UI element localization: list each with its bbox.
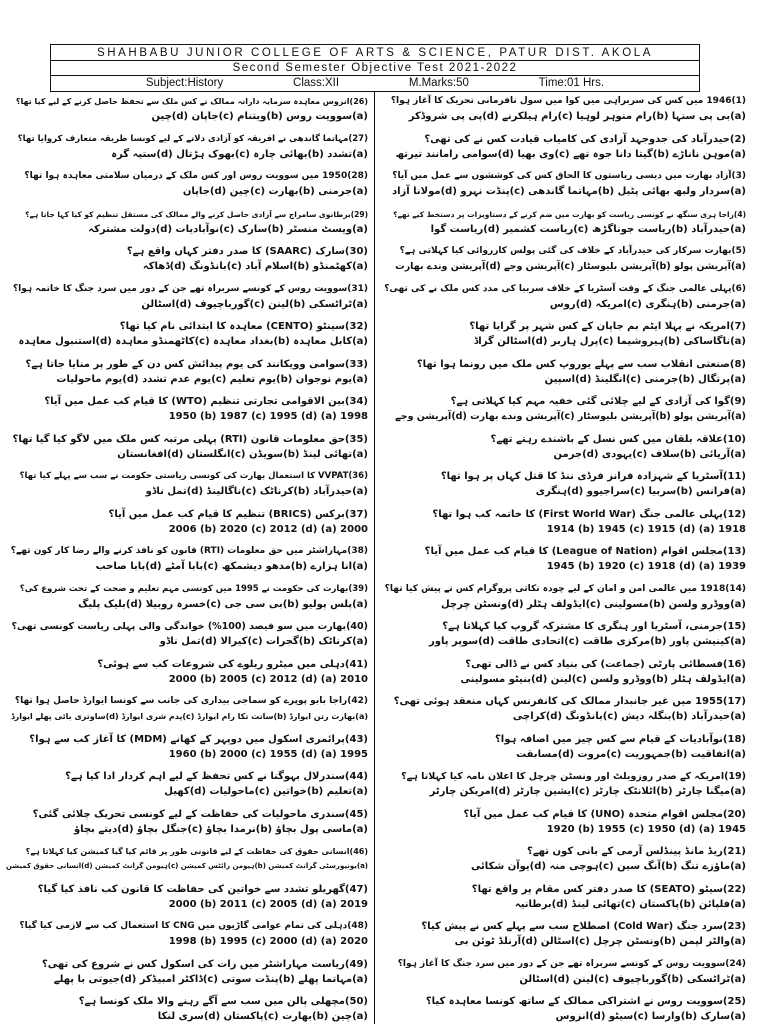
question-options: (a)حیدرآباد (b)بنگلہ دیش (c)بانڈونگ (d)کراچی	[512, 711, 746, 722]
question-options: (a)سردار ولبھ بھائی پٹیل (b)مہاتما گاندھی (c)پنڈت نہرو (d)مولانا آزاد	[391, 186, 746, 197]
question-text: (35)حق معلومات قانون (RTI) پہلی مرتبہ کس ملک میں لاگو کیا گیا تھا؟	[12, 433, 368, 445]
question-item	[384, 919, 746, 949]
questions-column-right	[384, 94, 746, 1024]
question-options: (a)ووڈرو ولسن (b)مسولینی (c)ایڈولف ہٹلر (d)ونسٹن چرچل	[440, 598, 746, 610]
test-title: Second Semester Objective Test 2021-2022	[51, 60, 699, 76]
question-options: (a)بھارت رتن ایوارڈ (b)سانت تکا رام ایوارڈ (c)پدم شری ایوارڈ (d)ساوتری بائی پھلے ایوارڈ	[11, 712, 368, 721]
question-item	[384, 619, 746, 649]
question-item	[6, 132, 368, 162]
question-text: (28)1950 میں سوویت روس اور کس ملک کے درمیان سلامتی معاہدہ ہوا تھا؟	[24, 171, 368, 181]
question-item	[384, 844, 746, 874]
question-text: (18)نوآبادیات کے قیام سے کس چیز میں اضافہ ہوا؟	[495, 733, 746, 745]
question-options: (a)کرناٹک (b)گجرات (c)کیرالا (d)تمل ناڈو	[159, 636, 368, 647]
question-item	[6, 244, 368, 274]
question-options: (a)جرمنی (b)بھارت (c)چین (d)جاپان	[182, 186, 368, 197]
question-options: (a)ماسی پول بچاؤ (b)نرمدا بچاؤ (c)جنگل بچاؤ (d)دیتے بچاؤ	[73, 823, 368, 835]
question-text: (45)سندری ماحولیات کی حفاظت کے لیے کونسی تحریک چلائی گئی؟	[32, 808, 368, 820]
question-item	[6, 882, 368, 912]
question-options: (a)تعلیم (b)خواتین (c)ماحولیات (d)کھیل	[164, 786, 368, 797]
question-text: (15)جرمنی، آسٹریا اور ہنگری کا مشترکہ گروپ کیا کہلاتا ہے؟	[442, 621, 746, 632]
question-options: 2020 (a) 1998 (b) 1995 (c) 2000 (d)	[168, 936, 368, 947]
question-options: (a)پرتگال (b)جرمنی (c)انگلینڈ (d)اسپین	[544, 373, 746, 385]
question-options: (a)ایڈولف ہٹلر (b)ووڈرو ولسن (c)لینن (d)بنیٹو مسولینی	[460, 673, 746, 685]
question-text: (49)ریاست مہاراشٹر میں رات کی اسکول کس نے شروع کی تھی؟	[41, 958, 368, 970]
question-text: (9)گوا کی آزادی کے لیے چلائی گئی خفیہ مہم کیا کہلاتی ہے؟	[450, 396, 746, 407]
question-text: (24)سوویت روس کے کونسے سربراہ تھے جن کے دور میں سرد جنگ کا آغاز ہوا؟	[397, 958, 746, 969]
question-options: (a)تشدد (b)بھائی چارہ (c)بھوک ہڑتال (d)ستیہ گرہ	[111, 148, 368, 160]
question-item	[384, 769, 746, 799]
question-item	[6, 282, 368, 312]
question-item	[6, 582, 368, 612]
question-options: (a)آپریشن پولو (b)آپریشن بلیوسٹار (c)آپریشن وجے (d)آپریشن وندے بھارت	[395, 261, 746, 272]
questions-column-left	[6, 94, 368, 1024]
question-options: (a)آپریشن پولو (b)آپریشن بلیوسٹار (c)آپریشن وندے بھارت (d)آپریشن وجے	[395, 411, 746, 422]
question-text: (39)بھارت کی حکومت نے 1995 میں کونسی مہم تعلیم و صحت کے تحت شروع کی؟	[19, 583, 368, 594]
question-item	[384, 394, 746, 424]
question-options: (a)ٹراٹسکی (b)لینن (c)گورباچیوف (d)اسٹالن	[141, 298, 368, 310]
question-text: (33)سوامی وویکانند کی یوم پیدائش کس دن کے طور پر منایا جاتا ہے؟	[25, 358, 368, 370]
question-options: (a)کابل معاہدہ (b)بغداد معاہدہ (c)کاٹھمنڈو معاہدہ (d)استنبول معاہدہ	[18, 336, 368, 347]
question-text: (13)مجلس اقوام (League of Nation) کا قیام کب عمل میں آیا؟	[424, 546, 746, 557]
question-options: (a)والٹر لپمن (b)ونسٹن چرچل (c)اسٹالن (d)آرنلڈ ٹوئن بی	[454, 936, 746, 947]
question-item	[384, 207, 746, 237]
question-item	[6, 807, 368, 837]
question-options: (a)جرمنی (b)ہنگری (c)امریکہ (d)روس	[549, 298, 746, 310]
question-text: (41)دہلی میں میٹرو ریلوے کی شروعات کب سے ہوئی؟	[97, 658, 368, 670]
time-label: Time:01 Hrs.	[538, 77, 605, 89]
question-text: (10)علاقہ بلقان میں کس نسل کے باشندے رہتے تھے؟	[490, 433, 746, 445]
college-name: SHAHBABU JUNIOR COLLEGE OF ARTS & SCIENCE, PATUR DIST. AKOLA	[96, 47, 654, 59]
question-item	[6, 732, 368, 762]
question-text: (11)آسٹریا کے شہزادہ فرانز فرڈی ننڈ کا قتل کہاں پر ہوا تھا؟	[440, 471, 746, 482]
question-item	[6, 357, 368, 387]
question-item	[384, 282, 746, 312]
question-text: (30)سارک (SAARC) کا صدر دفتر کہاں واقع ہے؟	[126, 246, 368, 257]
question-item	[384, 169, 746, 199]
question-text: (43)پرائمری اسکول میں دوپہر کے کھانے (MDM) کا آغاز کب سے ہوا؟	[29, 733, 368, 745]
question-text: (46)انسانی حقوق کی حفاظت کے لیے قانونی طور پر قائم کیا گیا کمیشن کیا کہلاتا ہے؟	[25, 847, 368, 856]
question-options: (a)موہن ناناڑے (b)گیتا دانا جوہ تھے (c)وی بھیا (d)سوامی رامانند تیرتھ	[395, 148, 746, 160]
question-options: (a)یونیورسٹی گرانٹ کمیشن (b)ہیومن رائٹس کمیشن (c)ہیومن گرانٹ کمیشن (d)انسانی حقوق کمیشن	[6, 862, 368, 870]
marks-label: M.Marks:50	[408, 77, 469, 89]
question-item	[6, 394, 368, 424]
question-item	[6, 919, 368, 949]
question-text: (8)صنعتی انقلاب سب سے پہلے یوروپ کس ملک میں رونما ہوا تھا؟	[416, 358, 746, 370]
question-text: (40)بھارت میں سو فیصد (100%) خواندگی والی پہلی ریاست کونسی تھی؟	[11, 621, 368, 632]
question-item	[6, 169, 368, 199]
question-item	[384, 319, 746, 349]
question-text: (36)VVPAT کا استعمال بھارت کی کونسی ریاستی حکومت نے سب سے پہلے کیا تھا؟	[19, 471, 368, 481]
question-text: (20)مجلس اقوام متحدہ (UNO) کا قیام کب عمل میں آیا؟	[463, 808, 746, 820]
question-text: (3)آزاد بھارت میں دیسی ریاستوں کا الحاق کس کی کوششوں سے عمل میں آیا؟	[392, 171, 746, 181]
paper-header	[50, 44, 700, 92]
question-text: (29)برطانوی سامراج سے آزادی حاصل کرنے والے ممالک کی مستقل تنظیم کو کیا کہا جاتا ہے؟	[25, 209, 368, 219]
column-divider	[374, 92, 375, 1024]
question-text: (14)1918 میں عالمی امن و امان کے لیے چودہ نکاتی پروگرام کس نے پیش کیا تھا؟	[384, 583, 746, 594]
question-options: 2000 (a) 2006 (b) 2020 (c) 2012 (d)	[168, 523, 368, 535]
question-item	[6, 469, 368, 499]
question-item	[384, 957, 746, 987]
question-text: (27)مہاتما گاندھی نے افریقہ کو آزادی دلانے کے لیے کونسا طریقہ متعارف کروایا تھا؟	[17, 133, 368, 144]
question-text: (44)سندرلال بہوگنا نے کس تحفظ کے لیے اہم کردار ادا کیا ہے؟	[65, 771, 368, 782]
question-options: (a)حیدرآباد (b)ریاست جوناگڑھ (c)ریاست کشمیر (d)ریاست گوا	[430, 223, 746, 235]
question-item	[6, 432, 368, 462]
question-text: (26)انزوس معاہدہ سرمایہ دارانہ ممالک نے کس ملک سے تحفظ حاصل کرنے کے لیے کیا تھا؟	[15, 97, 368, 106]
question-item	[6, 957, 368, 987]
question-options: (a)چین (b)بھارت (c)پاکستان (d)سری لنکا	[157, 1011, 368, 1022]
class-label: Class:XII	[293, 77, 340, 89]
question-text: (32)سینٹو (CENTO) معاہدہ کا ابتدائی نام کیا تھا؟	[119, 321, 368, 332]
question-options: 1998 (a) 1950 (b) 1987 (c) 1995 (d)	[168, 411, 368, 422]
question-options: (a)انا ہزارے (b)مدھو دیشمکھ (c)بابا آمٹے (d)بابا صاحب	[95, 561, 368, 572]
question-text: (19)امریکہ کے صدر روزویلٹ اور ونسٹن چرچل کا اعلان نامہ کیا کہلاتا ہے؟	[401, 771, 746, 782]
question-options: (a)ناگاساکی (b)ہیروشیما (c)پرل ہاربر (d)اسٹالن گراڈ	[473, 336, 746, 347]
question-options: 2010 (a) 2000 (b) 2005 (c) 2012 (d)	[168, 673, 368, 685]
question-text: (21)ریڈ مانڈ پینڈلس آرمی کے بانی کون تھے؟	[527, 846, 746, 857]
question-options: (a)کھٹمنڈو (b)اسلام آباد (c)بانڈونگ (d)ڈھاکہ	[142, 261, 368, 272]
question-item	[384, 732, 746, 762]
question-text: (23)سرد جنگ (Cold War) اصطلاح سب سے پہلے کس نے پیش کیا؟	[421, 921, 746, 932]
question-item	[384, 432, 746, 462]
question-text: (16)فسطائی پارٹی (جماعت) کی بنیاد کس نے ڈالی تھی؟	[465, 658, 746, 670]
question-options: (a)کینیشن پاور (b)مرکزی طاقت (c)اتحادی طاقت (d)سوپر پاور	[429, 636, 746, 647]
question-item	[6, 844, 368, 874]
question-options: (a)فلپائن (b)پاکستان (c)تھائی لینڈ (d)برطانیہ	[514, 898, 746, 910]
question-item	[6, 207, 368, 237]
question-item	[384, 807, 746, 837]
question-item	[384, 582, 746, 612]
question-options: 1995 (a) 1960 (b) 2000 (c) 1955 (d)	[168, 748, 368, 760]
question-options: 1918 (a) 1914 (b) 1945 (c) 1915 (d)	[546, 523, 746, 535]
question-item	[6, 94, 368, 124]
question-item	[384, 694, 746, 724]
question-options: (a)ٹراٹسکی (b)گورباچیوف (c)لینن (d)اسٹالن	[519, 973, 746, 985]
question-text: (25)سوویت روس نے اشتراکی ممالک کے ساتھ کونسا معاہدہ کیا؟	[425, 996, 746, 1007]
question-item	[6, 507, 368, 537]
question-text: (38)مہاراشٹر میں حق معلومات (RTI) قانون کو نافذ کرنے والے رضا کار کون تھے؟	[10, 546, 368, 556]
question-options: (a)فرانس (b)سربیا (c)سراجیوو (d)ہنگری	[535, 486, 746, 497]
question-item	[384, 882, 746, 912]
question-item	[384, 94, 746, 124]
question-item	[6, 657, 368, 687]
question-item	[384, 507, 746, 537]
question-options: (a)اتفاقیت (b)جمہوریت (c)مروت (d)مسابقت	[516, 748, 746, 760]
question-item	[384, 132, 746, 162]
question-options: (a)ماؤزے تنگ (b)آنگ سین (c)ہوچی منہ (d)یوآن شکائی	[470, 861, 746, 872]
question-options: (a)سارک (b)وارسا (c)سیٹو (d)انزوس	[555, 1011, 746, 1022]
question-text: (48)دہلی کی تمام عوامی گاڑیوں میں CNG کا استعمال کب سے لازمی کیا گیا؟	[19, 921, 368, 931]
question-item	[6, 619, 368, 649]
question-item	[6, 319, 368, 349]
question-text: (2)حیدرآباد کی جدوجہد آزادی کی کامیاب قیادت کس نے کی تھی؟	[424, 133, 746, 145]
question-item	[6, 694, 368, 724]
question-item	[384, 994, 746, 1024]
question-options: (a)پلس پولیو (b)بی سی جی (c)خسرہ روبیلا (d)بلیک پلیگ	[78, 598, 368, 610]
question-options: (a)مہاتما پھلے (b)پنڈت سوتی (c)ڈاکٹر امبیڈکر (d)جیوتی با پھلے	[53, 973, 368, 985]
question-options: (a)میگنا چارٹر (b)اٹلانٹک چارٹر (c)ایشین چارٹر (d)امریکن چارٹر	[429, 786, 746, 797]
question-text: (17)1955 میں غیر جانبدار ممالک کی کانفرنس کہاں منعقد ہوئی تھی؟	[393, 696, 746, 707]
question-options: (a)ویسٹ منسٹر (b)سارک (c)نوآبادیات (d)دولت مشترکہ	[88, 223, 368, 235]
question-options: (a)آریائی (b)سلاف (c)یہودی (d)جرمن	[553, 448, 746, 460]
question-options: 2019 (a) 2000 (b) 2011 (c) 2005 (d)	[168, 898, 368, 910]
question-options: 1939 (a) 1945 (b) 1920 (c) 1918 (d)	[546, 561, 746, 572]
question-options: (a)سوویت روس (b)ویتنام (c)جاپان (d)چین	[151, 111, 368, 122]
question-item	[6, 544, 368, 574]
question-item	[384, 244, 746, 274]
question-text: (7)امریکہ نے پہلا ایٹم بم جاپان کے کس شہر پر گرایا تھا؟	[469, 321, 746, 332]
question-text: (31)سوویت روس کے کونسے سربراہ تھے جن کے دور میں سرد جنگ کا خاتمہ ہوا؟	[12, 283, 368, 294]
question-text: (1)1946 میں کس کی سربراہی میں کوا میں سول نافرمانی تحریک کا آغاز ہوا؟	[390, 96, 746, 106]
question-text: (34)بین الاقوامی تجارتی تنظیم (WTO) کا قیام کب عمل میں آیا؟	[44, 396, 368, 407]
question-item	[384, 657, 746, 687]
question-text: (22)سیٹو (SEATO) کا صدر دفتر کس مقام پر واقع تھا؟	[471, 883, 746, 895]
question-options: (a)تھائی لینڈ (b)سویڈن (c)انگلستان (d)افغانستان	[117, 448, 368, 460]
question-text: (42)راجا بابو پوپرے کو سماجی بیداری کی جانب سے کونسا ایوارڈ حاصل ہوا تھا؟	[14, 696, 368, 706]
question-options: (a)بی پی سنہا (b)رام منوہر لوہیا (c)رام ہیلکرنے (d)پی پی شروڈکر	[408, 111, 746, 122]
question-text: (12)پہلی عالمی جنگ (First World War) کا خاتمہ کب ہوا تھا؟	[432, 508, 746, 520]
question-text: (5)بھارت سرکار کی حیدرآباد کے خلاف کی گئی پولس کارروائی کیا کہلاتی ہے؟	[399, 246, 746, 256]
question-text: (47)گھریلو تشدد سے خواتین کی حفاظت کا قانون کب نافذ کیا گیا؟	[37, 883, 368, 895]
question-item	[384, 357, 746, 387]
question-text: (6)پہلی عالمی جنگ کے وقت آسٹریا کے خلاف سربیا کی مدد کس ملک نے کی تھی؟	[384, 283, 746, 294]
subject-label: Subject:History	[145, 77, 224, 89]
question-item	[384, 544, 746, 574]
paper-meta	[51, 76, 699, 91]
question-item	[384, 469, 746, 499]
question-item	[6, 769, 368, 799]
question-options: (a)حیدرآباد (b)کرناٹک (c)ناگالینڈ (d)تمل ناڈو	[145, 486, 368, 497]
question-options: 1945 (a) 1920 (b) 1955 (c) 1950 (d)	[546, 823, 746, 835]
question-text: (37)برکس (BRICS) تنظیم کا قیام کب عمل میں آیا؟	[108, 508, 368, 520]
question-text: (50)مچھلی پالن میں سب سے آگے رہنے والا ملک کونسا ہے؟	[78, 996, 368, 1007]
question-text: (4)راجا ہری سنگھ نے کونسی ریاست کو بھارت میں ضم کرنے کے دستاویزات پر دستخط کیے تھے؟	[393, 209, 746, 219]
question-item	[6, 994, 368, 1024]
question-options: (a)یوم نوجوان (b)یوم تعلیم (c)یوم عدم تشدد (d)یوم ماحولیات	[56, 373, 368, 385]
